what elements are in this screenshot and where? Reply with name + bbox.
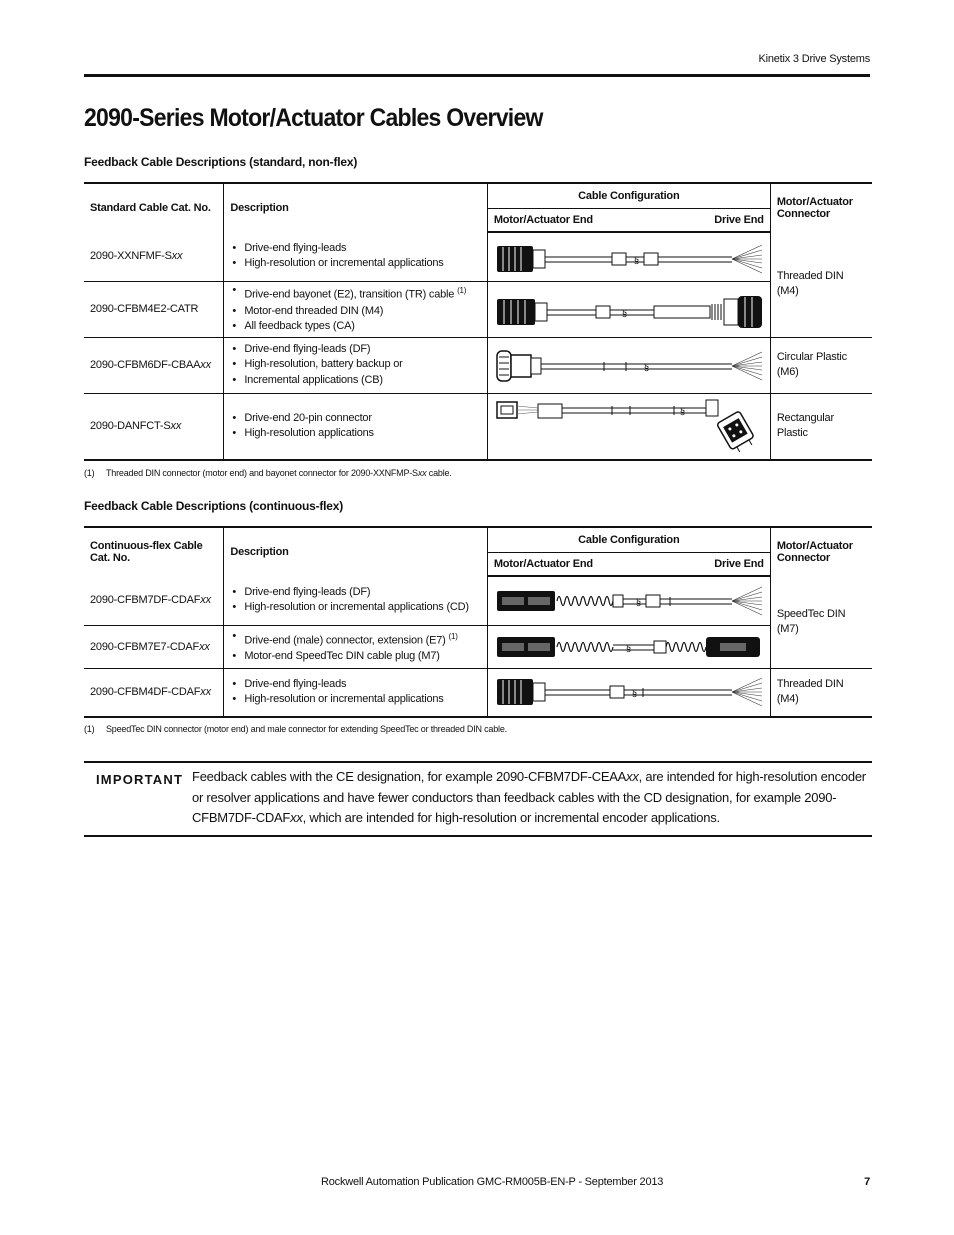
col-header-motor-end: Motor/Actuator End [493,557,593,570]
col-header-description: Description [224,527,487,576]
cat-no-cell: 2090-CFBM6DF-CBAAxx [84,337,224,393]
connector-cell: Rectangular Plastic [770,393,872,460]
cat-no-cell: 2090-CFBM7E7-CDAFxx [84,625,224,668]
cable-diagram-cell [487,576,770,625]
top-rule [84,74,870,77]
col-header-cable-config: Cable Configuration [487,527,770,552]
extension-cable-icon [494,631,764,663]
table-row [84,625,872,668]
cable-diagram-cell [487,232,770,281]
list-item: • Drive-end flying-leads (DF) [230,585,480,601]
important-text: Feedback cables with the CE designation, for example 2090-CFBM7DF-CEAAxx, are intended for high-resolution encoder or resolver applications and have fewer conductors than feedback cables with the CD designation, for example 2090-CFBM7DF-CDAFxx, which are intended for high-resolution or incremental encoder applications. [192,769,866,825]
cat-no-cell: 2090-CFBM7DF-CDAFxx [84,576,224,625]
cable-diagram-cell [487,668,770,717]
standard-cable-table [84,182,872,461]
cable-diagram-cell [487,625,770,668]
flex-footnote: (1) SpeedTec DIN connector (motor end) and male connector for extending SpeedTec or threaded DIN cable. [84,724,507,734]
description-cell [224,281,487,337]
list-item: • Motor-end threaded DIN (M4) [230,304,480,320]
svg-text:§: § [625,642,631,653]
connector-cell: Circular Plastic (M6) [770,337,872,393]
description-cell [224,576,487,625]
cable-diagram-cell [487,393,770,460]
running-header: Kinetix 3 Drive Systems [758,53,870,65]
connector-cell: SpeedTec DIN (M7) [770,576,872,668]
table-row [84,281,872,337]
description-cell [224,625,487,668]
list-item: • Drive-end flying-leads [230,241,480,257]
speedtec-flying-lead-cable-icon [494,582,764,620]
table-row [84,393,872,460]
description-cell [224,668,487,717]
col-header-motor-end: Motor/Actuator End [493,213,593,226]
rectangular-plastic-cable-icon [494,396,764,456]
col-header-connector: Motor/Actuator Connector [770,183,872,232]
important-label: IMPORTANT [96,772,184,787]
flex-cable-table [84,526,872,718]
list-item: • High-resolution or incremental applications [230,256,480,272]
list-item: • Drive-end bayonet (E2), transition (TR) cable $^{(1)}$ [230,283,480,303]
standard-footnote: (1) Threaded DIN connector (motor end) and bayonet connector for 2090-XXNFMP-Sxx cable. [84,468,452,478]
svg-text:§: § [633,254,639,265]
cat-no-cell: 2090-CFBM4E2-CATR [84,281,224,337]
connector-cell: Threaded DIN (M4) [770,668,872,717]
svg-text:§: § [621,308,627,318]
col-header-ends [487,552,770,576]
cat-no-cell: 2090-DANFCT-Sxx [84,393,224,460]
col-header-cat-no: Continuous-flex Cable Cat. No. [84,527,224,576]
description-cell [224,232,487,281]
col-header-connector: Motor/Actuator Connector [770,527,872,576]
col-header-description: Description [224,183,487,232]
col-header-cable-config: Cable Configuration [487,183,770,208]
col-header-ends [487,208,770,232]
list-item: • Drive-end (male) connector, extension (E7) $^{(1)}$ [230,629,480,649]
table-row [84,576,872,625]
cable-diagram-cell [487,281,770,337]
standard-table-caption: Feedback Cable Descriptions (standard, non-flex) [84,155,358,169]
flex-table-caption: Feedback Cable Descriptions (continuous-flex) [84,499,344,513]
description-cell [224,337,487,393]
svg-text:§: § [631,688,637,699]
important-notice [84,761,872,837]
list-item: • High-resolution or incremental applications (CD) [230,600,480,616]
cat-no-cell: 2090-CFBM4DF-CDAFxx [84,668,224,717]
footnote-ref: (1) [457,286,467,296]
list-item: • High-resolution or incremental applications [230,692,480,708]
table-row [84,668,872,717]
cable-diagram-cell [487,337,770,393]
col-header-drive-end: Drive End [714,213,764,226]
table-row [84,337,872,393]
flying-lead-cable-icon [494,237,764,277]
description-cell [224,393,487,460]
list-item: • All feedback types (CA) [230,319,480,335]
list-item: • Drive-end flying-leads [230,677,480,693]
publication-info: Rockwell Automation Publication GMC-RM005B-EN-P - September 2013 [321,1176,664,1188]
list-item: • Incremental applications (CB) [230,373,480,389]
list-item: • Drive-end 20-pin connector [230,411,480,427]
list-item: • High-resolution, battery backup or [230,357,480,373]
list-item: • High-resolution applications [230,426,480,442]
footnote-ref: (1) [448,631,458,641]
cat-no-cell: 2090-XXNFMF-Sxx [84,232,224,281]
circular-plastic-cable-icon [494,343,764,387]
threaded-din-flying-lead-cable-icon [494,672,764,712]
svg-text:§: § [643,362,649,372]
col-header-cat-no: Standard Cable Cat. No. [84,183,224,232]
connector-cell: Threaded DIN (M4) [770,232,872,337]
svg-text:§: § [679,406,685,417]
list-item: • Motor-end SpeedTec DIN cable plug (M7) [230,649,480,665]
col-header-drive-end: Drive End [714,557,764,570]
bayonet-cable-icon [494,286,764,332]
svg-text:§: § [635,596,641,607]
list-item: • Drive-end flying-leads (DF) [230,342,480,358]
page-title: 2090-Series Motor/Actuator Cables Overview [84,104,543,132]
page-number: 7 [864,1176,870,1188]
table-row [84,232,872,281]
